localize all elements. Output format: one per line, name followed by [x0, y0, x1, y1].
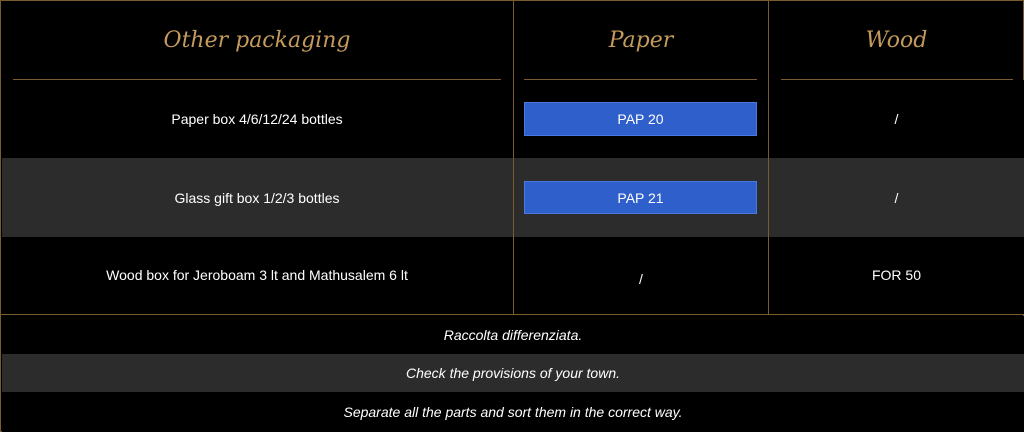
header-other-packaging: Other packaging — [163, 27, 351, 53]
table-row-3-paper: / — [639, 270, 643, 287]
header-paper: Paper — [608, 27, 674, 53]
header-wood: Wood — [865, 27, 928, 53]
table-row-1-item: Paper box 4/6/12/24 bottles — [171, 111, 343, 127]
table-row-3-item: Wood box for Jeroboam 3 lt and Mathusalem 6 lt — [106, 267, 408, 283]
paper-code-button[interactable]: PAP 21 — [524, 181, 757, 214]
header-underline — [524, 79, 757, 80]
table-row-3-wood: FOR 50 — [871, 267, 921, 283]
table-row-2-wood: / — [894, 189, 899, 206]
paper-code-button[interactable]: PAP 20 — [524, 102, 757, 136]
table-row-2-item: Glass gift box 1/2/3 bottles — [174, 189, 340, 206]
note-town-provisions: Check the provisions of your town. — [406, 365, 620, 381]
note-recycling: Raccolta differenziata. — [443, 327, 583, 343]
table-row-1-wood: / — [894, 111, 899, 127]
table-bottom-divider — [1, 314, 1024, 315]
note-separate-parts: Separate all the parts and sort them in the correct way. — [343, 404, 683, 420]
